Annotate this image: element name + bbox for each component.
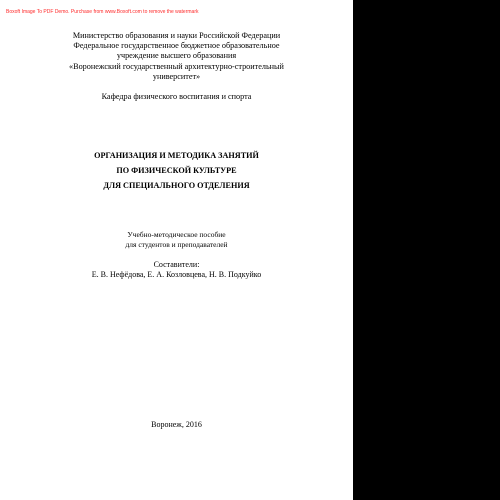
ministry-line-5: университет» <box>152 71 201 81</box>
composers-names: Е. В. Нефёдова, Е. А. Козловцева, Н. В. Подкуйко <box>91 270 262 279</box>
composers-label: Составители: <box>153 260 200 269</box>
subtitle-line-2: для студентов и преподавателей <box>125 239 228 249</box>
watermark-text: Boxoft Image To PDF Demo. Purchase from www.Boxoft.com to remove the watermark <box>6 9 199 15</box>
black-background-panel <box>353 0 500 500</box>
ministry-line-2: Федеральное государственное бюджетное образовательное <box>73 41 280 51</box>
ministry-header <box>0 31 353 82</box>
title-line-3: ДЛЯ СПЕЦИАЛЬНОГО ОТДЕЛЕНИЯ <box>103 181 250 190</box>
ministry-line-3: учреждение высшего образования <box>116 51 237 61</box>
title-line-1: ОРГАНИЗАЦИЯ И МЕТОДИКА ЗАНЯТИЙ <box>94 151 259 160</box>
ministry-line-4: «Воронежский государственный архитектурно-строительный <box>69 61 284 71</box>
ministry-line-1: Министерство образования и науки Российской Федерации <box>72 31 281 40</box>
document-subtitle <box>0 230 353 249</box>
composers-section <box>0 260 353 280</box>
department-name: Кафедра физического воспитания и спорта <box>101 92 252 101</box>
title-line-2: ПО ФИЗИЧЕСКОЙ КУЛЬТУРЕ <box>116 166 237 175</box>
document-title <box>0 148 353 193</box>
city-year: Воронеж, 2016 <box>151 420 202 429</box>
subtitle-line-1: Учебно-методическое пособие <box>127 230 226 239</box>
